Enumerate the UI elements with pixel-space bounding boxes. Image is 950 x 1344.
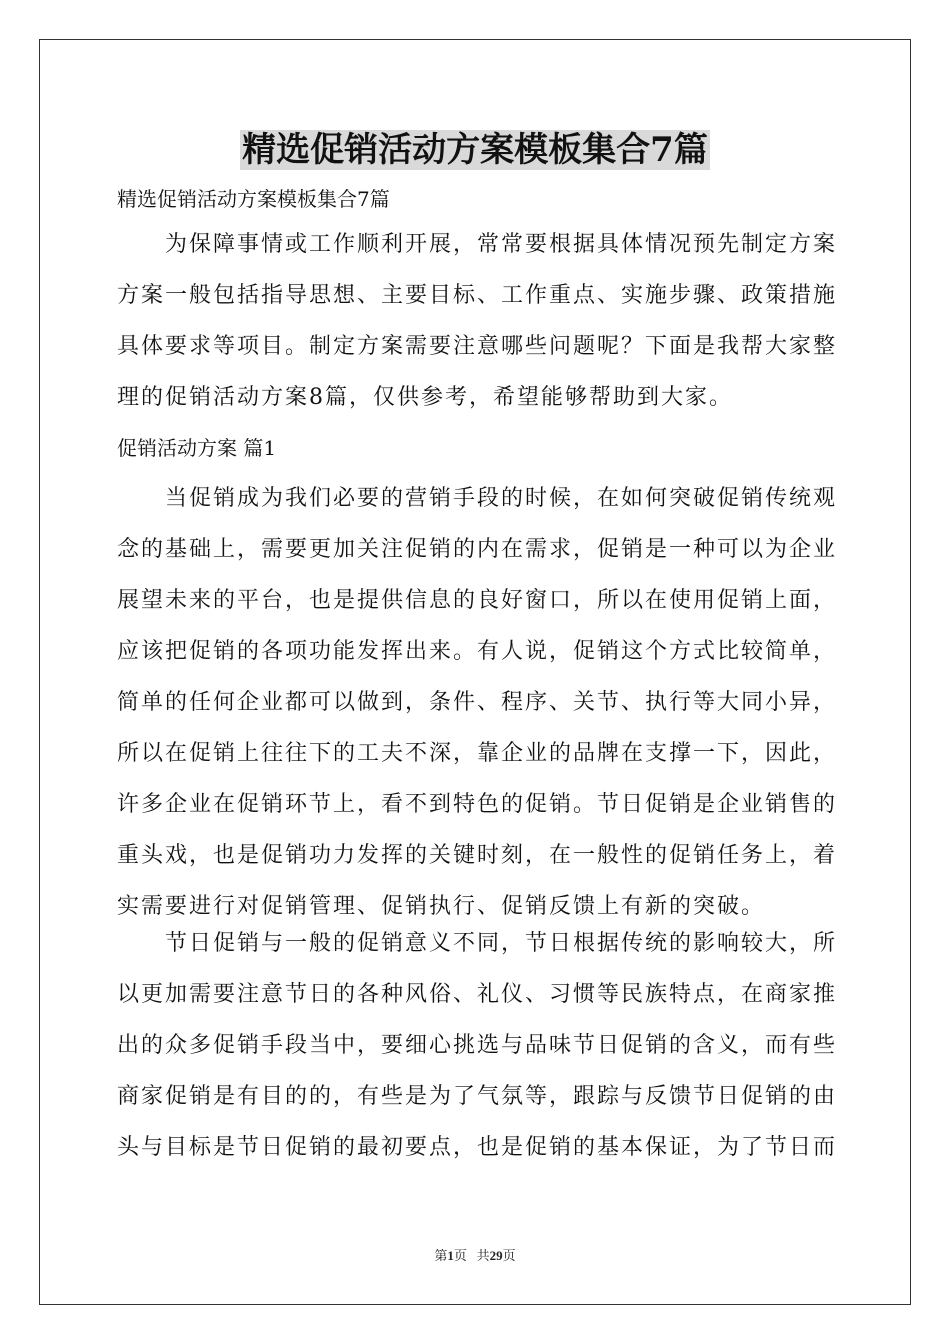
footer-total-pages: 29 — [489, 1248, 503, 1263]
paragraph-line: 当促销成为我们必要的营销手段的时候，在如何突破促销传统观 — [117, 486, 837, 511]
intro-paragraph — [117, 219, 837, 423]
paragraph-line: 具体要求等项目。制定方案需要注意哪些问题呢？下面是我帮大家整 — [117, 334, 837, 359]
paragraph-line: 所以在促销上往往下的工夫不深，靠企业的品牌在支撑一下，因此， — [117, 741, 837, 766]
paragraph-line: 实需要进行对促销管理、促销执行、促销反馈上有新的突破。 — [117, 894, 766, 919]
document-subtitle: 精选促销活动方案模板集合7篇 — [117, 187, 390, 211]
document-title-text: 精选促销活动方案模板集合7篇 — [242, 130, 708, 170]
footer-page-number: 1 — [447, 1248, 454, 1263]
footer-total-suffix: 页 — [502, 1248, 516, 1263]
body-paragraph-1 — [117, 473, 837, 932]
paragraph-line: 为保障事情或工作顺利开展，常常要根据具体情况预先制定方案 — [117, 232, 837, 257]
section-heading: 促销活动方案 篇1 — [117, 436, 277, 460]
paragraph-line: 简单的任何企业都可以做到，条件、程序、关节、执行等大同小异， — [117, 690, 837, 715]
paragraph-line: 重头戏，也是促销功力发挥的关键时刻，在一般性的促销任务上，着 — [117, 843, 837, 868]
footer-total-prefix: 共 — [476, 1248, 490, 1263]
paragraph-line: 头与目标是节日促销的最初要点，也是促销的基本保证，为了节日而 — [117, 1135, 837, 1160]
footer-page-suffix: 页 — [453, 1248, 467, 1263]
paragraph-line: 应该把促销的各项功能发挥出来。有人说，促销这个方式比较简单， — [117, 639, 837, 664]
paragraph-line: 出的众多促销手段当中，要细心挑选与品味节日促销的含义，而有些 — [117, 1033, 837, 1058]
paragraph-line: 念的基础上，需要更加关注促销的内在需求，促销是一种可以为企业 — [117, 537, 837, 562]
body-paragraph-2 — [117, 918, 837, 1173]
paragraph-line: 展望未来的平台，也是提供信息的良好窗口，所以在使用促销上面， — [117, 588, 837, 613]
document-title — [0, 126, 950, 174]
paragraph-line: 商家促销是有目的的，有些是为了气氛等，跟踪与反馈节日促销的由 — [117, 1084, 837, 1109]
paragraph-line: 以更加需要注意节日的各种风俗、礼仪、习惯等民族特点，在商家推 — [117, 982, 837, 1007]
paragraph-line: 许多企业在促销环节上，看不到特色的促销。节日促销是企业销售的 — [117, 792, 837, 817]
paragraph-line: 理的促销活动方案8篇，仅供参考，希望能够帮助到大家。 — [117, 385, 733, 410]
paragraph-line: 节日促销与一般的促销意义不同，节日根据传统的影响较大，所 — [117, 931, 837, 956]
paragraph-line: 方案一般包括指导思想、主要目标、工作重点、实施步骤、政策措施 — [117, 283, 837, 308]
footer-page-prefix: 第 — [434, 1248, 448, 1263]
page-footer — [0, 1245, 950, 1264]
